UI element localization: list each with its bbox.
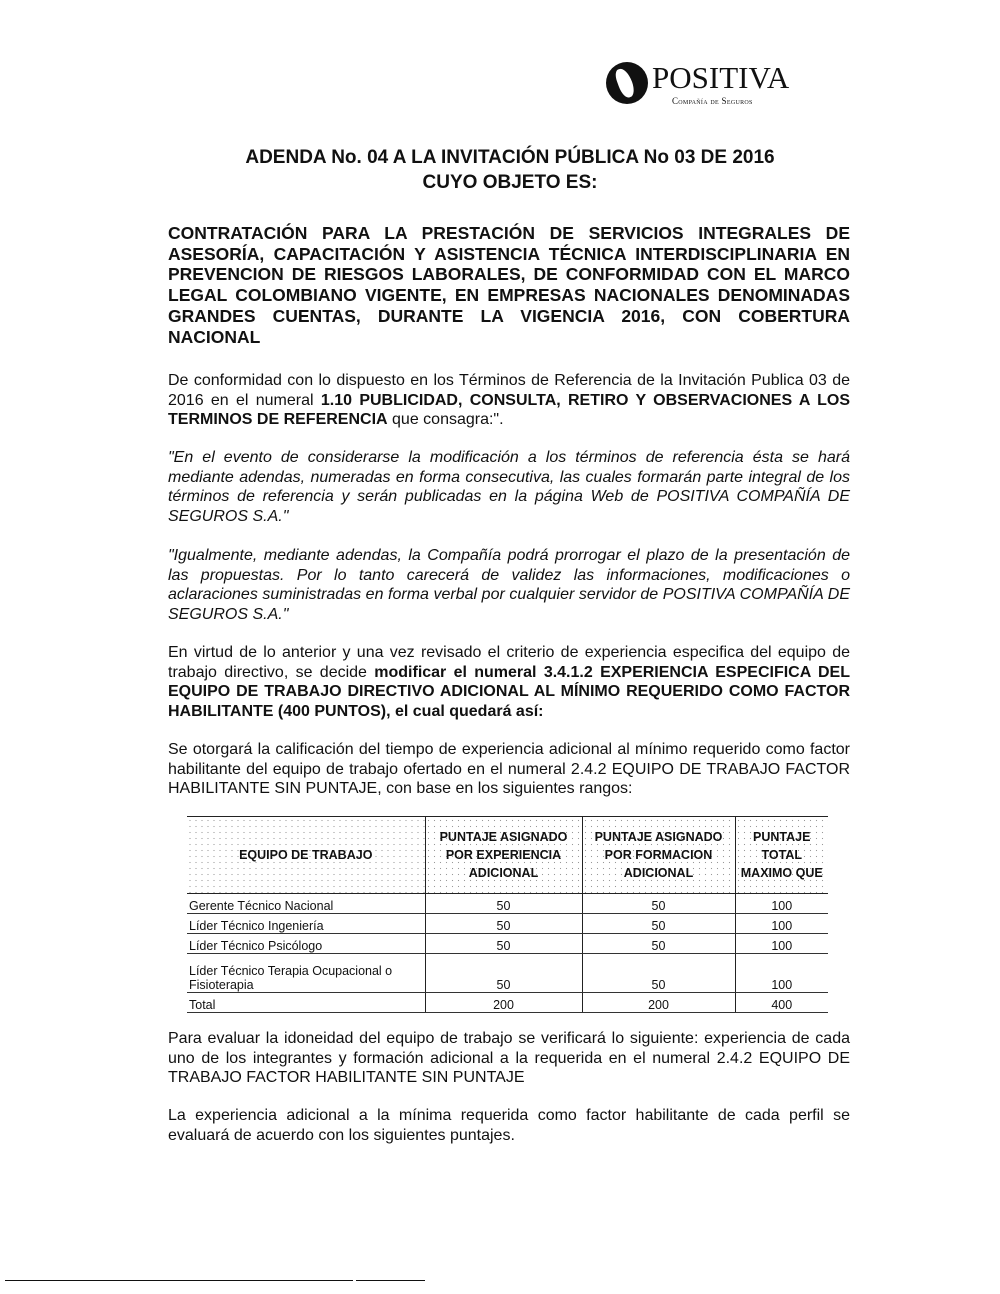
table-row [187, 914, 828, 934]
paragraph-scoring: Se otorgará la calificación del tiempo de experiencia adicional al mínimo requerido como factor habilitante del equipo de trabajo ofertado en el numeral 2.4.2 EQUIPO DE TRABAJO FACTOR HABILITANTE SIN PUNTAJE, con base en los siguientes rangos: [168, 741, 850, 797]
cell-formacion: 200 [582, 993, 735, 1013]
paragraph-intro-bold: 1.10 PUBLICIDAD, CONSULTA, RETIRO Y OBSERVACIONES A LOS TERMINOS DE REFERENCIA [168, 391, 850, 428]
header-experiencia: PUNTAJE ASIGNADO POR EXPERIENCIA ADICIONAL [425, 817, 582, 894]
cell-equipo: Líder Técnico Ingeniería [187, 914, 425, 934]
cell-formacion: 50 [582, 934, 735, 954]
document-title: ADENDA No. 04 A LA INVITACIÓN PÚBLICA No 03 DE 2016 [245, 147, 775, 168]
cell-experiencia: 50 [425, 934, 582, 954]
company-logo [606, 58, 816, 108]
cell-equipo: Líder Técnico Terapia Ocupacional o Fisioterapia [187, 954, 425, 993]
cell-formacion: 50 [582, 954, 735, 993]
cell-total: 100 [735, 914, 828, 934]
positiva-globe-logo-icon [606, 62, 648, 104]
cell-total: 400 [735, 993, 828, 1013]
header-equipo: EQUIPO DE TRABAJO [187, 817, 425, 894]
cell-experiencia: 50 [425, 954, 582, 993]
header-total: PUNTAJE TOTAL MAXIMO QUE [735, 817, 828, 894]
cell-equipo: Gerente Técnico Nacional [187, 894, 425, 914]
scoring-table [187, 816, 828, 1013]
footer-rule-left [5, 1280, 353, 1281]
footer-rule-right [356, 1280, 425, 1281]
cell-total: 100 [735, 894, 828, 914]
quote-prorroga: "Igualmente, mediante adendas, la Compañía podrá prorrogar el plazo de la presentación de las propuestas. Por lo tanto carecerá de validez las informaciones, modificaciones o aclaraciones suministradas en forma verbal por cualquier servidor de POSITIVA COMPAÑÍA DE SEGUROS S.A." [168, 547, 850, 623]
paragraph-intro-end: que consagra:". [387, 411, 504, 428]
cell-experiencia: 50 [425, 894, 582, 914]
paragraph-points: La experiencia adicional a la mínima requerida como factor habilitante de cada perfil se evaluará de acuerdo con los siguientes puntajes. [168, 1107, 850, 1144]
cell-equipo: Total [187, 993, 425, 1013]
cell-equipo: Líder Técnico Psicólogo [187, 934, 425, 954]
cell-experiencia: 50 [425, 914, 582, 934]
table-row [187, 934, 828, 954]
quote-adendas: "En el evento de considerarse la modificación a los términos de referencia ésta se hará mediante adendas, numeradas en forma consecutiva, las cuales formarán parte integral de los términos de referencia y serán publicadas en la página Web de POSITIVA COMPAÑÍA DE SEGUROS S.A." [168, 449, 850, 525]
logo-name: POSITIVA [652, 60, 790, 95]
table-row [187, 894, 828, 914]
cell-formacion: 50 [582, 914, 735, 934]
document-subtitle: CUYO OBJETO ES: [422, 172, 598, 193]
paragraph-intro [168, 371, 850, 430]
logo-subtitle: Compañía de Seguros [672, 96, 753, 106]
paragraph-intro-text: De conformidad con lo dispuesto en los Términos de Referencia de la Invitación Publica 03 de 2016 en el numeral [168, 372, 850, 409]
cell-experiencia: 200 [425, 993, 582, 1013]
cell-total: 100 [735, 934, 828, 954]
cell-total: 100 [735, 954, 828, 993]
paragraph-evaluation: Para evaluar la idoneidad del equipo de trabajo se verificará lo siguiente: experiencia de cada uno de los integrantes y formación adicional a la requerida en el numeral 2.4.2 EQUIPO DE TRABAJO FACTOR HABILITANTE SIN PUNTAJE [168, 1030, 850, 1086]
cell-formacion: 50 [582, 894, 735, 914]
paragraph-modification-text: En virtud de lo anterior y una vez revisado el criterio de experiencia especifica del equipo de trabajo directivo, se decide [168, 644, 850, 681]
table-row [187, 954, 828, 993]
table-header-row [187, 817, 828, 894]
table-total-row [187, 993, 828, 1013]
paragraph-modification [168, 643, 850, 721]
header-formacion: PUNTAJE ASIGNADO POR FORMACION ADICIONAL [582, 817, 735, 894]
paragraph-modification-bold: modificar el numeral 3.4.1.2 EXPERIENCIA ESPECIFICA DEL EQUIPO DE TRABAJO DIRECTIVO ADICIONAL AL MÍNIMO REQUERIDO COMO FACTOR HABILITANTE (400 PUNTOS), el cual quedará así: [168, 663, 850, 720]
contract-object: CONTRATACIÓN PARA LA PRESTACIÓN DE SERVICIOS INTEGRALES DE ASESORÍA, CAPACITACIÓN Y ASISTENCIA TÉCNICA INTERDISCIPLINARIA EN PREVENCION DE RIESGOS LABORALES, DE CONFORMIDAD CON EL MARCO LEGAL COLOMBIANO VIGENTE, EN EMPRESAS NACIONALES DENOMINADAS GRANDES CUENTAS, DURANTE LA VIGENCIA 2016, CON COBERTURA NACIONAL [168, 223, 850, 347]
